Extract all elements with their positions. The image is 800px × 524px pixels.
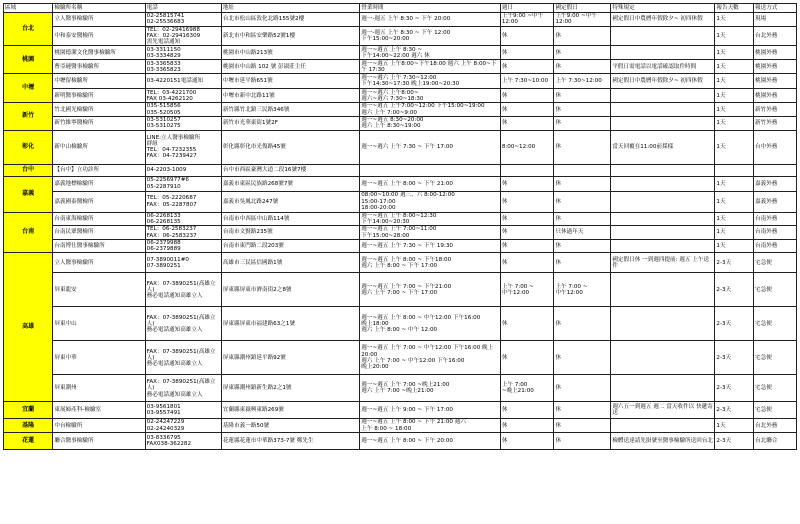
region-cell: 桃園 — [4, 46, 53, 74]
holiday-cell: 休 — [554, 130, 611, 164]
hours-cell: 週一~週五 上午 8:00 ~ 下午 21:00 週六 上午 8:00 ~ 18:00 — [360, 419, 501, 433]
delivery-cell: 宅急便 — [754, 253, 797, 273]
address-cell: 中壢市延平路651號 — [221, 74, 359, 89]
region-cell: 花蓮 — [4, 433, 53, 450]
table-row — [4, 226, 797, 240]
holiday-cell: 休 — [554, 212, 611, 226]
sunday-cell: 休 — [500, 176, 554, 191]
address-cell: 台南市文賢路235號 — [221, 226, 359, 240]
address-cell: 新竹市光華東街1號2F — [221, 117, 359, 131]
hours-cell: 週一~週五 上午 8:30 ~ 下午14:00~22:00 週六 休 — [360, 46, 501, 60]
sunday-cell: 上午9:00 ~中午 12:00 — [500, 13, 554, 27]
phone-cell: 03-3365833 03-3365823 — [145, 60, 221, 74]
sunday-cell: 休 — [500, 239, 554, 253]
hours-cell: 週一~週五 上午7:00~12:00 下午15:00~19:00 週六 上午 7:00~9:00 — [360, 103, 501, 117]
sunday-cell: 休 — [500, 253, 554, 273]
phone-cell: 03-3311150 03-3334829 — [145, 46, 221, 60]
address-cell: 台北市松山區敦化北路155號2樓 — [221, 13, 359, 27]
delivery-cell: 桃園外務 — [754, 46, 797, 60]
lab-name-cell: 聯合醫事檢驗所 — [53, 433, 145, 450]
lab-name-cell: 屏東龍安 — [53, 273, 145, 307]
sunday-cell: 上午 7:30~10:00 — [500, 74, 554, 89]
hours-cell: 08:00~10:00 週三、六 8:00-12:00 15:00-17:00 18:00-20:00 — [360, 191, 501, 212]
header-phone: 電話 — [145, 4, 221, 13]
delivery-cell: 台北外務 — [754, 26, 797, 46]
hours-cell: 週一~週五 上午 7:30 ~ 下午 19:30 — [360, 239, 501, 253]
address-cell: 花蓮縣花蓮市中華路373-7號 鄭先生 — [221, 433, 359, 450]
phone-cell: 03-9561801 03-9557491 — [145, 402, 221, 419]
phone-cell: TEL：05-2220687 FAX：05-2287807 — [145, 191, 221, 212]
days-cell: 1天 — [715, 46, 754, 60]
days-cell: 1天 — [715, 226, 754, 240]
table-row — [4, 273, 797, 307]
hours-cell: 週一~週五 上午 9:00 ~ 下午 17:00 — [360, 402, 501, 419]
header-region: 區域 — [4, 4, 53, 13]
sunday-cell: 休 — [500, 226, 554, 240]
hours-cell: 週一-週五 上午 8:30 ~ 下午 20:00 — [360, 13, 501, 27]
days-cell — [715, 164, 754, 176]
table-row — [4, 433, 797, 450]
special-cell — [611, 341, 715, 375]
sunday-cell: 休 — [500, 419, 554, 433]
address-cell: 新竹縣竹北鎮三民路346號 — [221, 103, 359, 117]
lab-name-cell: 竹北國光檢驗所 — [53, 103, 145, 117]
days-cell: 2-3天 — [715, 341, 754, 375]
holiday-cell: 休 — [554, 419, 611, 433]
sunday-cell: 休 — [500, 26, 554, 46]
table-row — [4, 191, 797, 212]
table-row — [4, 46, 797, 60]
lab-name-cell: 屏東中華 — [53, 341, 145, 375]
special-cell — [611, 117, 715, 131]
hours-cell: 週一~週五 上午 8:00 ~ 下午18:00 週六 上午 8:00 ~ 下午 17:00 — [360, 253, 501, 273]
phone-cell: 02-25815741 02-25536683 — [145, 13, 221, 27]
delivery-cell: 新竹外務 — [754, 117, 797, 131]
special-cell — [611, 46, 715, 60]
region-cell: 台北 — [4, 13, 53, 46]
hours-cell: 週一~週五 8:30~20:00 週六 上午 8:30~19:00 — [360, 117, 501, 131]
delivery-cell: 桃園外務 — [754, 60, 797, 74]
lab-name-cell: 中壢留檢驗所 — [53, 74, 145, 89]
region-cell: 中壢 — [4, 74, 53, 103]
special-cell — [611, 239, 715, 253]
hours-cell: 週一~週五 上午 7:00 ~ 中午12:00 下午16:00 晚上20:00 週六 上午 7:00 ~ 中午12:00 下午16:00 晚上20:00 — [360, 341, 501, 375]
sunday-cell — [500, 164, 554, 176]
lab-name-cell: 屏東中山 — [53, 307, 145, 341]
sunday-cell: 休 — [500, 212, 554, 226]
delivery-cell: 台南外務 — [754, 226, 797, 240]
table-row — [4, 419, 797, 433]
delivery-cell: 台北外務 — [754, 419, 797, 433]
special-cell: 檢體送達請先掛號至醫事檢驗所送回台北 — [611, 433, 715, 450]
special-cell — [611, 307, 715, 341]
special-cell: 國定假日中農曆年假除夕~ 初四休假 — [611, 74, 715, 89]
address-cell: 高雄市三民區信國路1號 — [221, 253, 359, 273]
lab-name-cell: 中台檢驗所 — [53, 419, 145, 433]
address-cell: 台中市西區臺灣大道二段16號7樓 — [221, 164, 359, 176]
days-cell: 2-3天 — [715, 307, 754, 341]
phone-cell: 03-4220151電話通知 — [145, 74, 221, 89]
address-cell: 新北市中和區安樂路52號1樓 — [221, 26, 359, 46]
table-row — [4, 307, 797, 341]
sunday-cell: 休 — [500, 117, 554, 131]
delivery-cell: 台北聯合 — [754, 433, 797, 450]
special-cell — [611, 419, 715, 433]
holiday-cell: 上午 7:00 ~ 中午12:00 — [554, 273, 611, 307]
delivery-cell: 宅急便 — [754, 375, 797, 402]
days-cell: 2-3天 — [715, 273, 754, 307]
delivery-cell: 桃園外務 — [754, 89, 797, 103]
lab-name-cell: 東展婦產科-檢驗室 — [53, 402, 145, 419]
days-cell: 1天 — [715, 212, 754, 226]
region-cell: 宜蘭 — [4, 402, 53, 419]
holiday-cell: 上午 7:30~12:00 — [554, 74, 611, 89]
address-cell: 屏東縣屏東市福建路63之1號 — [221, 307, 359, 341]
special-cell: 週六五一到週五 週二 當天收件以 快遞寄送 — [611, 402, 715, 419]
special-cell — [611, 226, 715, 240]
address-cell: 台南市東門路二段203號 — [221, 239, 359, 253]
special-cell: 國定假日中農曆年假除夕~ 初四休假 — [611, 13, 715, 27]
delivery-cell: 新竹外務 — [754, 103, 797, 117]
header-address: 地址 — [221, 4, 359, 13]
special-cell — [611, 26, 715, 46]
holiday-cell: 休 — [554, 239, 611, 253]
days-cell: 1天 — [715, 89, 754, 103]
holiday-cell: 休 — [554, 89, 611, 103]
delivery-cell — [754, 164, 797, 176]
lab-name-cell: 嘉義地標檢驗所 — [53, 176, 145, 191]
header-days: 報告天數 — [715, 4, 754, 13]
table-row — [4, 164, 797, 176]
region-cell: 彰化 — [4, 130, 53, 164]
delivery-cell: 台南外務 — [754, 212, 797, 226]
special-cell — [611, 164, 715, 176]
sunday-cell: 休 — [500, 402, 554, 419]
holiday-cell: 休 — [554, 60, 611, 74]
days-cell: 2-3天 — [715, 402, 754, 419]
table-row — [4, 402, 797, 419]
days-cell: 1天 — [715, 176, 754, 191]
sunday-cell: 休 — [500, 103, 554, 117]
phone-cell: 06-2379988 06-2379889 — [145, 239, 221, 253]
delivery-cell: 嘉義外務 — [754, 191, 797, 212]
hours-cell: 週一~週五 上午 8:00 ~ 下午 21:00 — [360, 176, 501, 191]
phone-cell: 05-2256977#6 05-2287910 — [145, 176, 221, 191]
sunday-cell: 上午 7:00 ~ 中午12:00 — [500, 273, 554, 307]
lab-name-cell: 桃園德潔文化醫事檢驗所 — [53, 46, 145, 60]
sunday-cell: 休 — [500, 60, 554, 74]
lab-table — [3, 3, 797, 450]
special-cell — [611, 103, 715, 117]
header-hours: 營業時間 — [360, 4, 501, 13]
hours-cell: 週一~週五 上午8:00~下午18:00 週六 上午 8:00~下午 17:30 — [360, 60, 501, 74]
header-special: 特殊規定 — [611, 4, 715, 13]
holiday-cell: 休 — [554, 176, 611, 191]
days-cell: 1天 — [715, 117, 754, 131]
phone-cell: FAX：07-3890251(高雄立人) 務必電話通知高雄立人 — [145, 307, 221, 341]
table-row — [4, 176, 797, 191]
special-cell: 當天回覆在11:00前採樣 — [611, 130, 715, 164]
phone-cell: FAX：07-3890251(高雄立人) 務必電話通知高雄立人 — [145, 375, 221, 402]
sunday-cell: 休 — [500, 341, 554, 375]
lab-name-cell: 中和泰安醫檢所 — [53, 26, 145, 46]
lab-name-cell: 新中山檢驗所 — [53, 130, 145, 164]
phone-cell: 06-2268133 06-2268135 — [145, 212, 221, 226]
table-body — [4, 13, 797, 450]
lab-name-cell: 台南民眾醫檢所 — [53, 226, 145, 240]
special-cell — [611, 212, 715, 226]
region-cell: 新竹 — [4, 103, 53, 130]
phone-cell: TEL：03-4221700 FAX 03-4262120 — [145, 89, 221, 103]
lab-name-cell: 【台中】立功診所 — [53, 164, 145, 176]
hours-cell: 週一~週五 上午 8:00~12:30 下午14:00~20:30 — [360, 212, 501, 226]
lab-name-cell: 新竹維寧醫檢所 — [53, 117, 145, 131]
address-cell: 屏東縣潮州鎮新生路2之1號 — [221, 375, 359, 402]
address-cell: 嘉義市東區民族路268號7號 — [221, 176, 359, 191]
days-cell: 1天 — [715, 103, 754, 117]
table-row — [4, 60, 797, 74]
table-row — [4, 212, 797, 226]
days-cell: 1天 — [715, 419, 754, 433]
region-cell: 嘉義 — [4, 176, 53, 212]
special-cell — [611, 375, 715, 402]
address-cell: 屏東縣潮州鎮延平路92號 — [221, 341, 359, 375]
header-lab-name: 檢驗所名稱 — [53, 4, 145, 13]
sunday-cell: 休 — [500, 191, 554, 212]
phone-cell: 04-2203-1009 — [145, 164, 221, 176]
sunday-cell: 8:00~12:00 — [500, 130, 554, 164]
phone-cell: 03-5310257 03-5310275 — [145, 117, 221, 131]
days-cell: 1天 — [715, 130, 754, 164]
sunday-cell: 休 — [500, 46, 554, 60]
days-cell: 1天 — [715, 239, 754, 253]
table-row — [4, 117, 797, 131]
delivery-cell: 台中外務 — [754, 130, 797, 164]
phone-cell: TEL：02-29416988 FAX：02-29416309 需先電話通知 — [145, 26, 221, 46]
hours-cell: 週一-週五 上午 8:30 ~ 下午 12:00 下午15:00~20:00 — [360, 26, 501, 46]
address-cell: 中壢市新中北路11號 — [221, 89, 359, 103]
phone-cell: 02-24247229 02-24240329 — [145, 419, 221, 433]
table-row — [4, 26, 797, 46]
address-cell: 台南市中西區中山路114號 — [221, 212, 359, 226]
holiday-cell: 休 — [554, 191, 611, 212]
special-cell: 國定假日休 一到週四提前: 週五 上午送件 — [611, 253, 715, 273]
lab-name-cell: 屏東潮州 — [53, 375, 145, 402]
special-cell — [611, 89, 715, 103]
delivery-cell: 嘉義外務 — [754, 176, 797, 191]
holiday-cell: 休 — [554, 375, 611, 402]
phone-cell: FAX：07-3890251(高雄立人) 務必電話通知高雄立人 — [145, 273, 221, 307]
delivery-cell: 宅急便 — [754, 273, 797, 307]
phone-cell: 03-8336795 FAX038-362282 — [145, 433, 221, 450]
sunday-cell: 休 — [500, 433, 554, 450]
hours-cell: 週一~週六 上午 7:30 ~ 下午 17:00 — [360, 130, 501, 164]
hours-cell: 週一~週五 上午 7:00~11:00 下午15:00~28:00 — [360, 226, 501, 240]
days-cell: 1天 — [715, 74, 754, 89]
special-cell — [611, 273, 715, 307]
days-cell: 2-3天 — [715, 253, 754, 273]
sunday-cell: 上午 7:00 ~晚上21:00 — [500, 375, 554, 402]
address-cell: 桃園市中山路213號 — [221, 46, 359, 60]
table-row — [4, 89, 797, 103]
delivery-cell: 宅急便 — [754, 307, 797, 341]
holiday-cell: 休 — [554, 341, 611, 375]
delivery-cell: 宅急便 — [754, 402, 797, 419]
days-cell: 1天 — [715, 60, 754, 74]
holiday-cell: 休 — [554, 307, 611, 341]
delivery-cell: 宅急便 — [754, 341, 797, 375]
lab-name-cell: 新明醫事檢驗所 — [53, 89, 145, 103]
sunday-cell: 休 — [500, 307, 554, 341]
hours-cell: 週一~週六 上午8:00~ 週六~週六 7:30~18:30 — [360, 89, 501, 103]
header-row — [4, 4, 797, 13]
address-cell: 基隆市義一路50號 — [221, 419, 359, 433]
holiday-cell: 只休過年天 — [554, 226, 611, 240]
table-row — [4, 103, 797, 117]
address-cell: 宜蘭縣東嶽興東路269號 — [221, 402, 359, 419]
lab-name-cell: 嘉義國泰醫檢所 — [53, 191, 145, 212]
table-row — [4, 253, 797, 273]
days-cell: 1天 — [715, 26, 754, 46]
days-cell: 1天 — [715, 191, 754, 212]
holiday-cell: 休 — [554, 117, 611, 131]
holiday-cell: 上午9:00 ~中午 12:00 — [554, 13, 611, 27]
holiday-cell: 休 — [554, 103, 611, 117]
holiday-cell: 休 — [554, 26, 611, 46]
holiday-cell: 休 — [554, 402, 611, 419]
phone-cell: TEL：06-2583237 FAX：06-2583237 — [145, 226, 221, 240]
lab-name-cell: 台南博仕醫事檢驗所 — [53, 239, 145, 253]
lab-name-cell: 台南東海檢驗所 — [53, 212, 145, 226]
table-row — [4, 130, 797, 164]
region-cell: 基隆 — [4, 419, 53, 433]
table-row — [4, 13, 797, 27]
hours-cell: 週一~週五 上午 7:00 ~ 下午21:00 週六 上午 7:00 ~ 下午 17:00 — [360, 273, 501, 307]
lab-name-cell: 立人醫事檢驗所 — [53, 13, 145, 27]
days-cell: 1天 — [715, 13, 754, 27]
hours-cell: 週一~週五 上午 7:00 ~晚上21:00 週六 上午 7:00 ~晚上21:00 — [360, 375, 501, 402]
holiday-cell: 休 — [554, 433, 611, 450]
hours-cell — [360, 164, 501, 176]
phone-cell: 07-3890011#0 07-3890251 — [145, 253, 221, 273]
header-delivery: 報送方式 — [754, 4, 797, 13]
address-cell: 彰化縣彰化市光復路45號 — [221, 130, 359, 164]
days-cell: 2-3天 — [715, 433, 754, 450]
header-holiday: 國定假日 — [554, 4, 611, 13]
region-cell: 台南 — [4, 212, 53, 253]
lab-name-cell: 立人醫事檢驗所 — [53, 253, 145, 273]
special-cell: 平假日需電話以電話確認取件時間 — [611, 60, 715, 74]
holiday-cell — [554, 164, 611, 176]
header-sunday: 週日 — [500, 4, 554, 13]
phone-cell: LINE:立人醫事檢驗所 群組 TEL：04-7232355 FAX：04-7239427 — [145, 130, 221, 164]
table-row — [4, 341, 797, 375]
hours-cell: 週一~週五 上午 8:00 ~ 下午 20:00 — [360, 433, 501, 450]
delivery-cell: 現場 — [754, 13, 797, 27]
region-cell: 高雄 — [4, 253, 53, 402]
sunday-cell: 休 — [500, 89, 554, 103]
lab-name-cell: 曹亞璉醫事檢驗所 — [53, 60, 145, 74]
hours-cell: 週一~週五 上午 8:00 ~ 中午12:00 下午16:00 晚上18:00 週六 上午 8:00 ~ 中午 12:00 — [360, 307, 501, 341]
days-cell: 2-3天 — [715, 375, 754, 402]
address-cell: 桃園市中山路 102 號 彭淑莊主任 — [221, 60, 359, 74]
delivery-cell: 台南外務 — [754, 239, 797, 253]
special-cell — [611, 176, 715, 191]
special-cell — [611, 191, 715, 212]
holiday-cell: 休 — [554, 253, 611, 273]
address-cell: 嘉義市吳鳳北路247號 — [221, 191, 359, 212]
region-cell: 台中 — [4, 164, 53, 176]
phone-cell: FAX：07-3890251(高雄立人) 務必電話通知高雄立人 — [145, 341, 221, 375]
phone-cell: 035-515856 035-520505 — [145, 103, 221, 117]
delivery-cell: 桃園外務 — [754, 74, 797, 89]
hours-cell: 週一~週六 上午 7:30~12:00 下午14:30~17:30 晚上19:00~20:30 — [360, 74, 501, 89]
table-row — [4, 239, 797, 253]
table-row — [4, 375, 797, 402]
holiday-cell: 休 — [554, 46, 611, 60]
table-row — [4, 74, 797, 89]
address-cell: 屏東縣屏東市濟南街2之8號 — [221, 273, 359, 307]
